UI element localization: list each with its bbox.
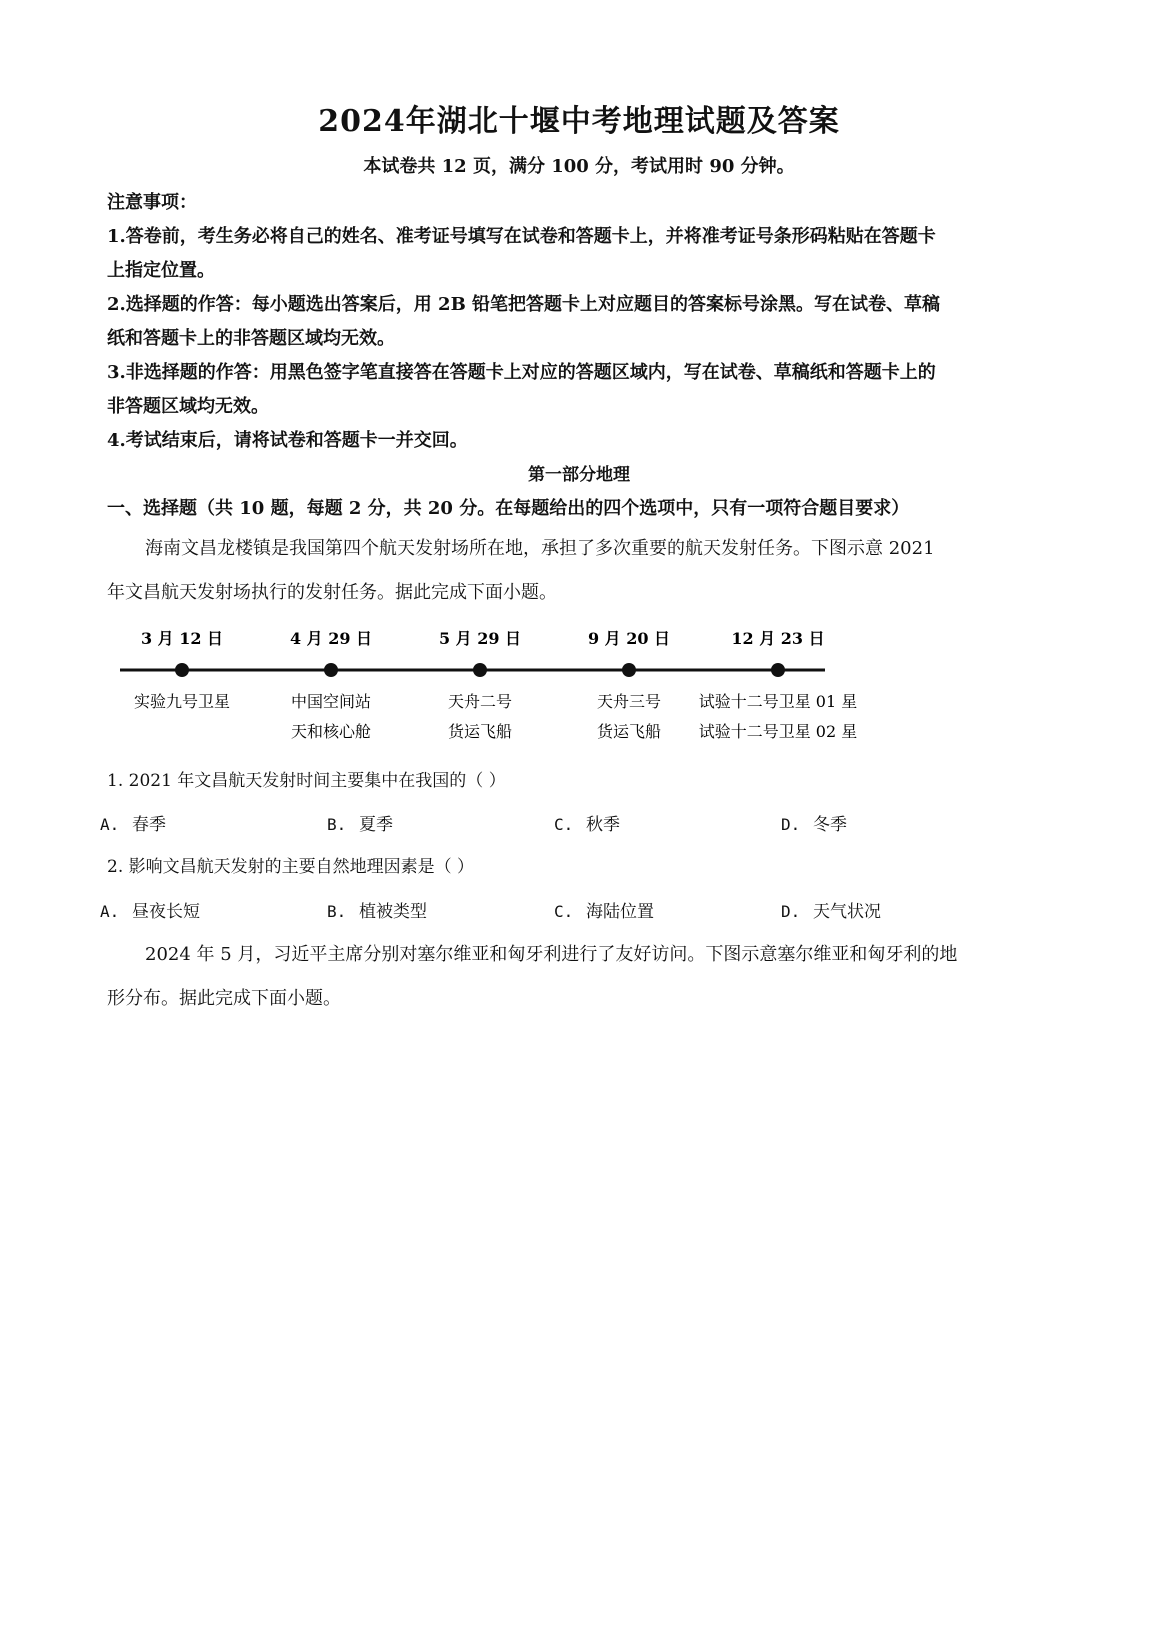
timeline-mission-label: 实验九号卫星 [133,692,231,711]
question-2-stem: 2. 影响文昌航天发射的主要自然地理因素是（ ） [107,857,475,877]
timeline-date-label: 9 月 20 日 [587,629,671,648]
timeline-date-label: 3 月 12 日 [140,629,224,648]
question-2-option-a: A. 昼夜长短 [100,902,200,922]
timeline-mission-label: 天和核心舱 [290,722,372,741]
timeline-date-label: 4 月 29 日 [289,629,373,648]
question-1-option-d: D. 冬季 [781,815,847,835]
notice-line: 1.答卷前，考生务必将自己的姓名、准考证号填写在试卷和答题卡上，并将准考证号条形码粘贴在答题卡 [107,226,936,247]
notice-line: 纸和答题卡上的非答题区域均无效。 [107,328,395,349]
question-2-option-c: C. 海陆位置 [554,902,654,922]
question-1-stem: 1. 2021 年文昌航天发射时间主要集中在我国的（ ） [107,771,506,791]
section-title: 一、选择题（共 10 题，每题 2 分，共 20 分。在每题给出的四个选项中，只有一项符合题目要求） [107,498,910,519]
timeline-mission-label: 天舟二号 [447,692,513,711]
passage-line: 形分布。据此完成下面小题。 [107,988,341,1009]
notice-line: 4.考试结束后，请将试卷和答题卡一并交回。 [107,430,468,451]
question-1-option-b: B. 夏季 [327,815,393,835]
passage-line: 年文昌航天发射场执行的发射任务。据此完成下面小题。 [107,582,557,603]
notice-line: 2.选择题的作答：每小题选出答案后，用 2B 铅笔把答题卡上对应题目的答案标号涂黑。写在试卷、草稿 [107,294,941,315]
timeline-event-dot [324,663,338,677]
notice-heading: 注意事项： [107,192,197,213]
passage-line: 2024 年 5 月，习近平主席分别对塞尔维亚和匈牙利进行了友好访问。下图示意塞尔维亚和匈牙利的地 [145,944,958,965]
timeline-event-dot [622,663,636,677]
question-2-option-b: B. 植被类型 [327,902,427,922]
timeline-date-label: 12 月 23 日 [731,629,825,648]
timeline-mission-label: 试验十二号卫星 02 星 [698,722,858,741]
part-title: 第一部分地理 [528,465,630,485]
timeline-date-label: 5 月 29 日 [438,629,522,648]
notice-line: 3.非选择题的作答：用黑色签字笔直接答在答题卡上对应的答题区域内，写在试卷、草稿纸和答题卡上的 [107,362,936,383]
notice-line: 非答题区域均无效。 [107,396,269,417]
timeline-event-dot [771,663,785,677]
page-title: 2024年湖北十堰中考地理试题及答案 [318,104,840,139]
timeline-mission-label: 天舟三号 [596,692,662,711]
timeline-mission-label: 中国空间站 [290,692,372,711]
question-2-option-d: D. 天气状况 [781,902,881,922]
passage-line: 海南文昌龙楼镇是我国第四个航天发射场所在地，承担了多次重要的航天发射任务。下图示意 2021 [145,538,935,559]
timeline-mission-label: 货运飞船 [596,722,662,741]
timeline-mission-label: 试验十二号卫星 01 星 [698,692,858,711]
question-1-option-a: A. 春季 [100,815,166,835]
exam-info: 本试卷共 12 页，满分 100 分，考试用时 90 分钟。 [363,156,795,177]
timeline-mission-label: 货运飞船 [447,722,513,741]
timeline-event-dot [473,663,487,677]
question-1-option-c: C. 秋季 [554,815,620,835]
notice-line: 上指定位置。 [107,260,215,281]
timeline-event-dot [175,663,189,677]
